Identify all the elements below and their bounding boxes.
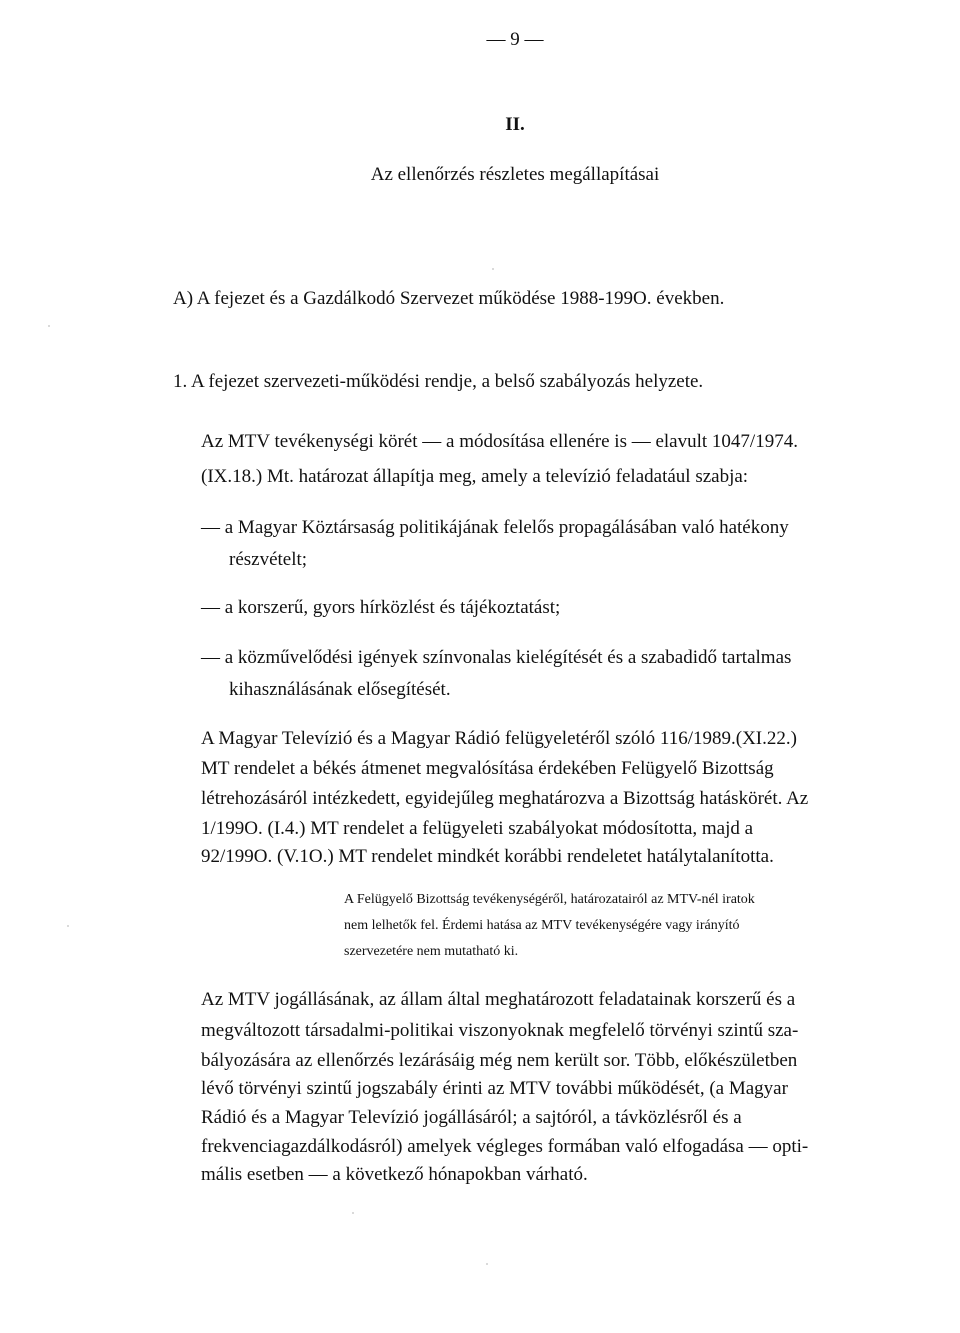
subsection-heading-1: 1. A fejezet szervezeti-működési rendje, a belső szabályozás helyzete.: [173, 371, 704, 392]
note-line: nem lelhetők fel. Érdemi hatása az MTV tevékenységére vagy irányító: [344, 918, 740, 933]
bullet-item-3: — a közművelődési igények színvonalas kielégítését és a szabadidő tartalmas: [201, 647, 792, 668]
paragraph-3-line: bályozására az ellenőrzés lezárásáig még nem került sor. Több, előkészületben: [201, 1050, 798, 1071]
bullet-item-2: — a korszerű, gyors hírközlést és tájékoztatást;: [201, 597, 561, 618]
scan-speck: [486, 1263, 488, 1265]
bullet-item-1-cont: részvételt;: [229, 549, 308, 570]
paragraph-2-line: MT rendelet a békés átmenet megvalósítása érdekében Felügyelő Bizottság: [201, 758, 774, 779]
paragraph-2-line: 1/199O. (I.4.) MT rendelet a felügyeleti szabályokat módosította, majd a: [201, 818, 754, 839]
bullet-item-3-cont: kihasználásának elősegítését.: [229, 679, 451, 700]
note-line: szervezetére nem mutatható ki.: [344, 944, 519, 959]
scan-speck: [352, 1212, 354, 1214]
chapter-heading: II.: [505, 114, 525, 135]
paragraph-2-line: A Magyar Televízió és a Magyar Rádió felügyeletéről szóló 116/1989.(XI.22.): [201, 728, 797, 749]
paragraph-2-line: 92/199O. (V.1O.) MT rendelet mindkét korábbi rendeletet hatálytalanította.: [201, 846, 774, 867]
paragraph-3-line: megváltozott társadalmi-politikai viszonyoknak megfelelő törvényi szintű sza-: [201, 1020, 799, 1041]
paragraph-3-line: Az MTV jogállásának, az állam által meghatározott feladatainak korszerű és a: [201, 989, 796, 1010]
paragraph-1-line: (IX.18.) Mt. határozat állapítja meg, amely a televízió feladatául szabja:: [201, 466, 749, 487]
paragraph-1-line: Az MTV tevékenységi körét — a módosítása ellenére is — elavult 1047/1974.: [201, 431, 798, 452]
paragraph-3-line: Rádió és a Magyar Televízió jogállásáról; a sajtóról, a távközlésről és a: [201, 1107, 742, 1128]
note-line: A Felügyelő Bizottság tevékenységéről, határozatairól az MTV-nél iratok: [344, 892, 755, 907]
scan-speck: [492, 268, 494, 270]
paragraph-3-line: frekvenciagazdálkodásról) amelyek végleges formában való elfogadása — opti-: [201, 1136, 809, 1157]
paragraph-3-line: lévő törvényi szintű jogszabály érinti az MTV további működését, (a Magyar: [201, 1078, 788, 1099]
page-number: — 9 —: [486, 29, 544, 50]
paragraph-2-line: létrehozásáról intézkedett, egyidejűleg meghatározva a Bizottság hatáskörét. Az: [201, 788, 809, 809]
section-heading-a: A) A fejezet és a Gazdálkodó Szervezet működése 1988-199O. években.: [173, 288, 725, 309]
scan-speck: [48, 325, 50, 327]
scan-speck: [67, 925, 69, 927]
paragraph-3-line: mális esetben — a következő hónapokban várható.: [201, 1164, 588, 1185]
page-title: Az ellenőrzés részletes megállapításai: [370, 164, 660, 185]
bullet-item-1: — a Magyar Köztársaság politikájának felelős propagálásában való hatékony: [201, 517, 789, 538]
